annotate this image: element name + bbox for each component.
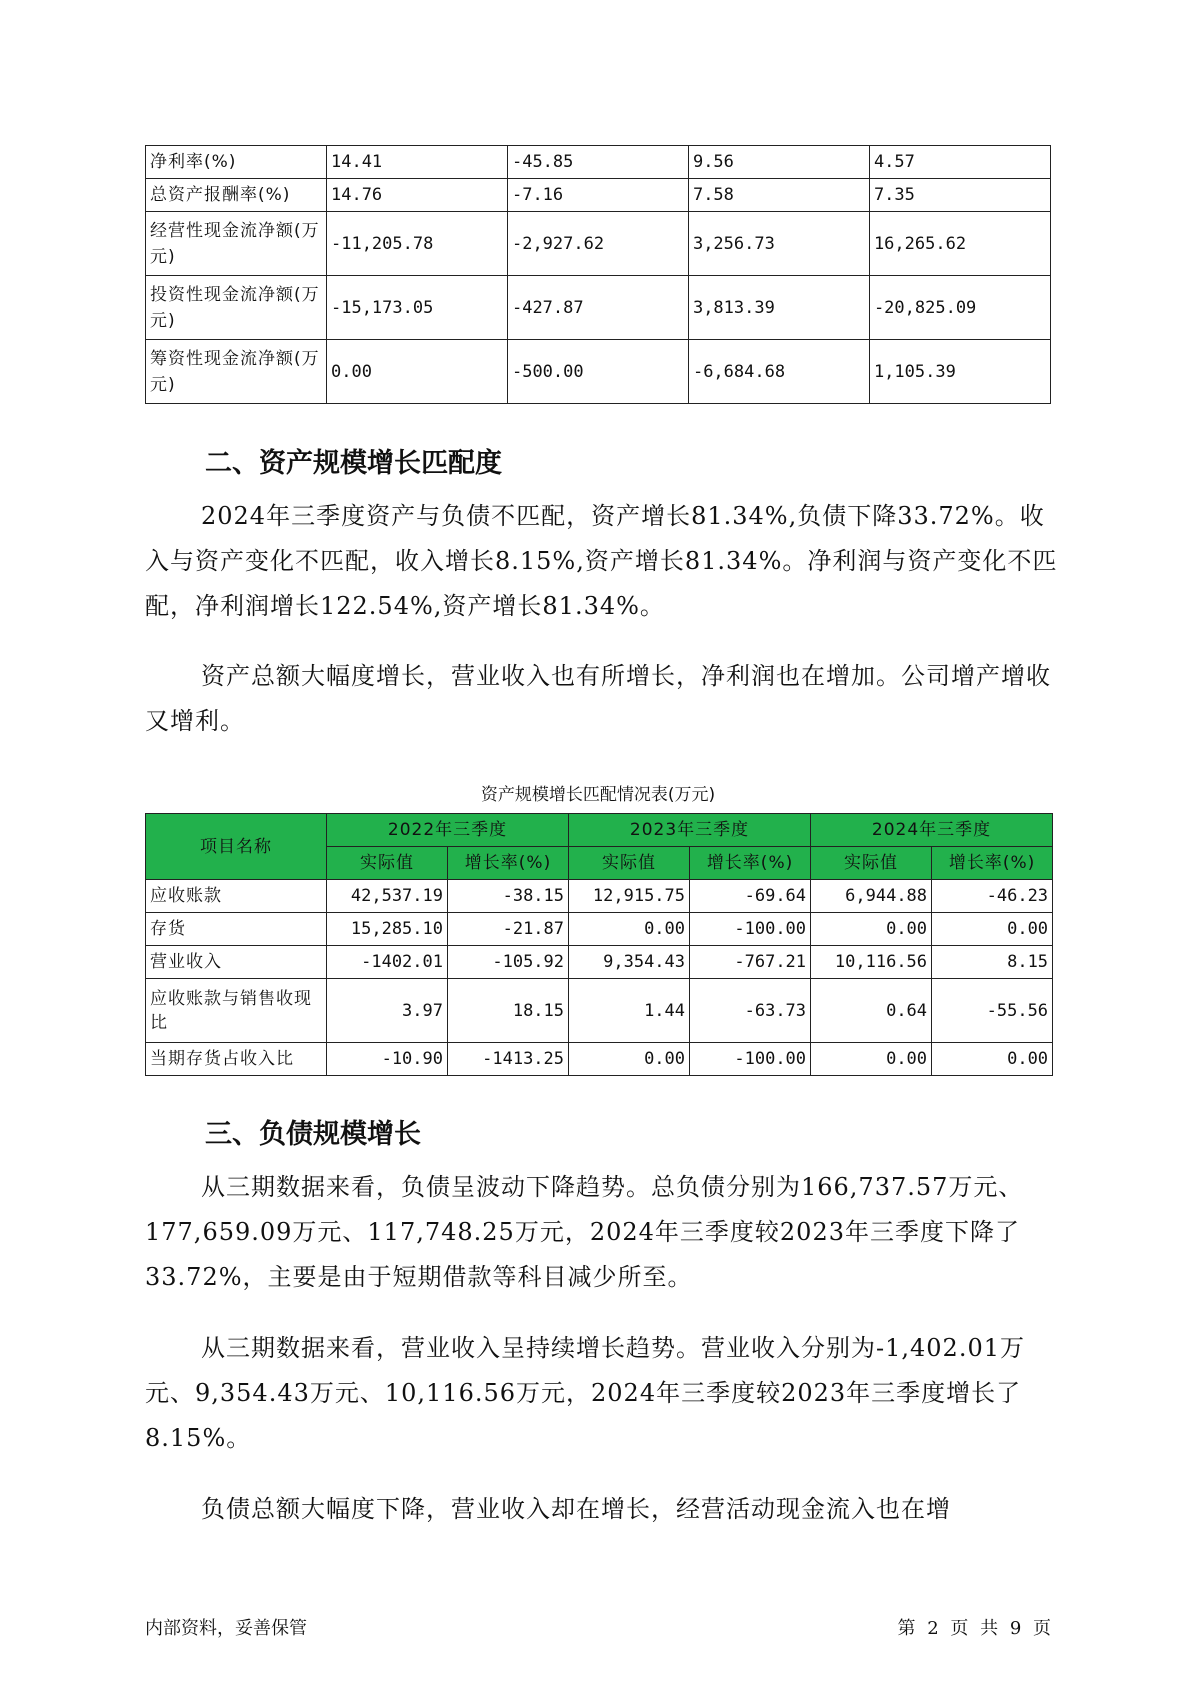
column-header: 实际值: [811, 847, 932, 880]
cell: 0.00: [811, 913, 932, 946]
row-label: 应收账款: [146, 880, 327, 913]
paragraph: 2024年三季度资产与负债不匹配，资产增长81.34%,负债下降33.72%。收入与资产变化不匹配，收入增长8.15%,资产增长81.34%。净利润与资产变化不匹配，净利润增长122.54%,资产增长81.34%。: [145, 502, 1058, 620]
cell: -46.23: [932, 880, 1053, 913]
table-row: [146, 179, 1051, 212]
cell: 0.00: [932, 1043, 1053, 1076]
cell: -63.73: [690, 979, 811, 1043]
column-header: 2022年三季度: [327, 814, 569, 847]
column-header: 2023年三季度: [569, 814, 811, 847]
cell: -45.85: [507, 146, 688, 179]
paragraph: 从三期数据来看，营业收入呈持续增长趋势。营业收入分别为-1,402.01万元、9,354.43万元、10,116.56万元，2024年三季度较2023年三季度增长了8.15%。: [145, 1334, 1025, 1452]
cell: -38.15: [448, 880, 569, 913]
page-number: 第 2 页 共 9 页: [897, 1618, 1051, 1639]
cell: -767.21: [690, 946, 811, 979]
cell: -69.64: [690, 880, 811, 913]
cell: -105.92: [448, 946, 569, 979]
cell: -100.00: [690, 913, 811, 946]
table-row: [146, 913, 1053, 946]
column-header: 增长率(%): [690, 847, 811, 880]
asset-growth-table: [145, 813, 1053, 1076]
cell: 8.15: [932, 946, 1053, 979]
paragraph: 负债总额大幅度下降，营业收入却在增长，经营活动现金流入也在增: [201, 1495, 951, 1523]
cell: -10.90: [327, 1043, 448, 1076]
row-label: 总资产报酬率(%): [146, 179, 327, 212]
table-row: [146, 979, 1053, 1043]
cell: 15,285.10: [327, 913, 448, 946]
cell: 0.00: [326, 340, 507, 404]
cell: 3,256.73: [688, 212, 869, 276]
table-row: [146, 1043, 1053, 1076]
cell: -100.00: [690, 1043, 811, 1076]
row-label: 经营性现金流净额(万元): [146, 212, 327, 276]
cell: -20,825.09: [869, 276, 1050, 340]
cell: -1402.01: [327, 946, 448, 979]
row-label: 筹资性现金流净额(万元): [146, 340, 327, 404]
cell: -21.87: [448, 913, 569, 946]
cell: 1,105.39: [869, 340, 1050, 404]
cell: 0.00: [932, 913, 1053, 946]
cell: 14.76: [326, 179, 507, 212]
table-row: [146, 212, 1051, 276]
table-row: [146, 146, 1051, 179]
row-label: 营业收入: [146, 946, 327, 979]
cell: 7.35: [869, 179, 1050, 212]
cell: -1413.25: [448, 1043, 569, 1076]
section-heading-liability-growth: 三、负债规模增长: [205, 1119, 421, 1150]
cell: -11,205.78: [326, 212, 507, 276]
table-row: [146, 340, 1051, 404]
cell: 0.64: [811, 979, 932, 1043]
row-label: 存货: [146, 913, 327, 946]
cell: 0.00: [569, 913, 690, 946]
column-header: 2024年三季度: [811, 814, 1053, 847]
footer-confidential-note: 内部资料，妥善保管: [145, 1618, 307, 1639]
cell: 10,116.56: [811, 946, 932, 979]
column-header: 增长率(%): [448, 847, 569, 880]
cell: -500.00: [507, 340, 688, 404]
cell: 0.00: [569, 1043, 690, 1076]
row-label: 投资性现金流净额(万元): [146, 276, 327, 340]
cell: -15,173.05: [326, 276, 507, 340]
financial-ratio-table: [145, 145, 1051, 404]
row-label: 净利率(%): [146, 146, 327, 179]
table-caption: 资产规模增长匹配情况表(万元): [480, 785, 716, 805]
cell: 7.58: [688, 179, 869, 212]
row-label: 当期存货占收入比: [146, 1043, 327, 1076]
cell: 0.00: [811, 1043, 932, 1076]
table-header-row: [146, 814, 1053, 847]
cell: -7.16: [507, 179, 688, 212]
cell: 4.57: [869, 146, 1050, 179]
cell: -6,684.68: [688, 340, 869, 404]
column-header: 增长率(%): [932, 847, 1053, 880]
cell: 1.44: [569, 979, 690, 1043]
table-row: [146, 880, 1053, 913]
table-row: [146, 946, 1053, 979]
cell: -55.56: [932, 979, 1053, 1043]
cell: 16,265.62: [869, 212, 1050, 276]
cell: 6,944.88: [811, 880, 932, 913]
paragraph: 资产总额大幅度增长，营业收入也有所增长，净利润也在增加。公司增产增收又增利。: [145, 662, 1051, 735]
cell: 9.56: [688, 146, 869, 179]
paragraph: 从三期数据来看，负债呈波动下降趋势。总负债分别为166,737.57万元、177,659.09万元、117,748.25万元，2024年三季度较2023年三季度下降了33.72%，主要是由于短期借款等科目减少所至。: [145, 1173, 1024, 1291]
column-header: 项目名称: [146, 814, 327, 880]
column-header: 实际值: [569, 847, 690, 880]
table-row: [146, 276, 1051, 340]
cell: -2,927.62: [507, 212, 688, 276]
cell: 3,813.39: [688, 276, 869, 340]
cell: -427.87: [507, 276, 688, 340]
cell: 42,537.19: [327, 880, 448, 913]
cell: 12,915.75: [569, 880, 690, 913]
cell: 9,354.43: [569, 946, 690, 979]
cell: 18.15: [448, 979, 569, 1043]
row-label: 应收账款与销售收现比: [146, 979, 327, 1043]
column-header: 实际值: [327, 847, 448, 880]
section-heading-asset-growth: 二、资产规模增长匹配度: [205, 448, 502, 479]
cell: 14.41: [326, 146, 507, 179]
cell: 3.97: [327, 979, 448, 1043]
